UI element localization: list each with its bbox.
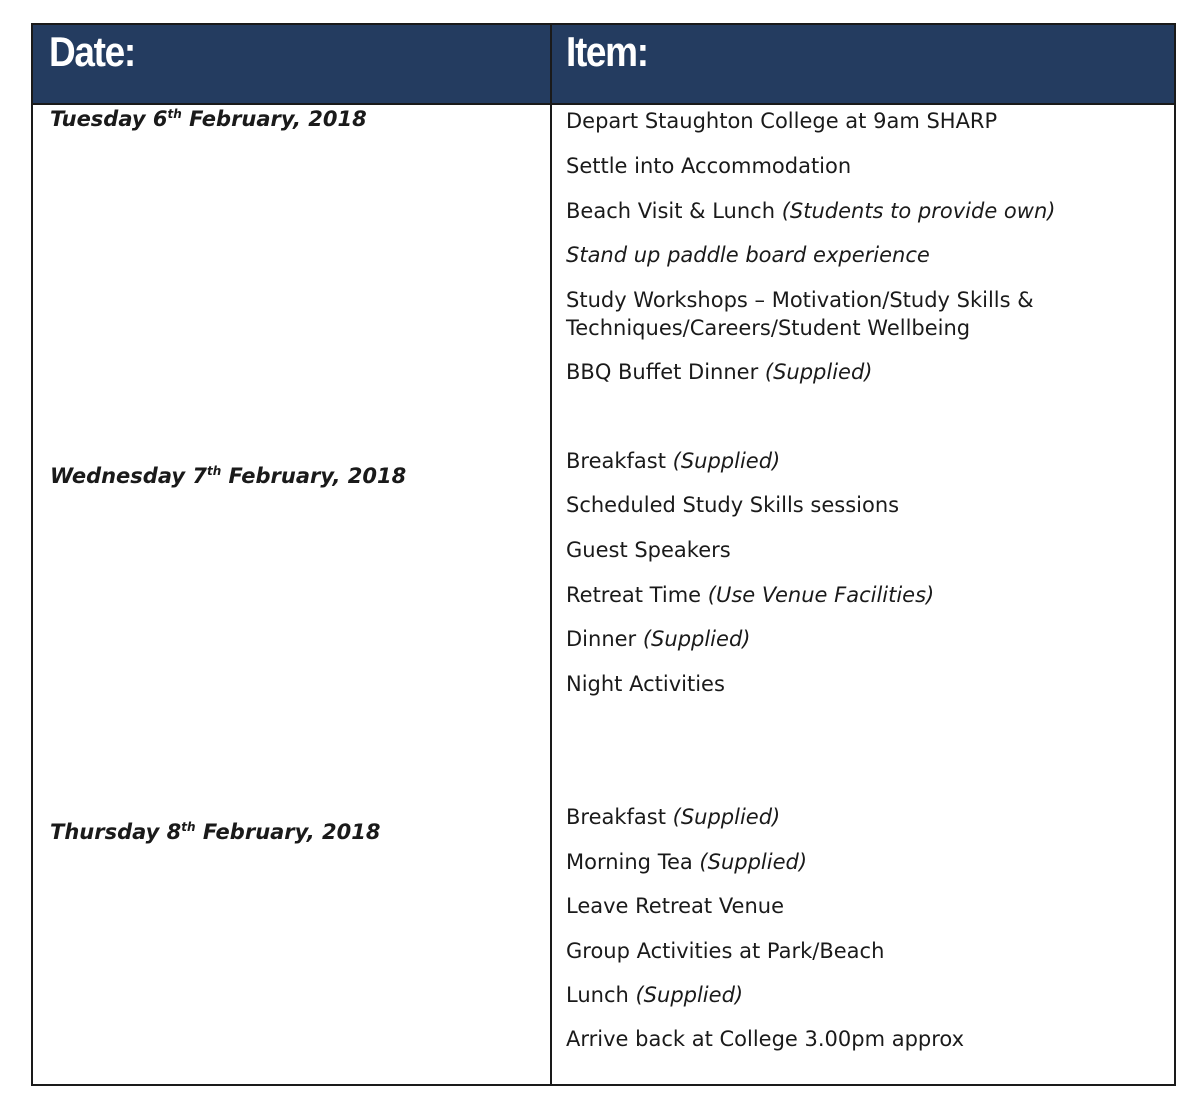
date-label-tuesday: Tuesday 6th February, 2018 [50, 107, 367, 131]
schedule-item: Study Workshops – Motivation/Study Skills & [566, 288, 1034, 312]
schedule-item: Lunch (Supplied) [566, 983, 744, 1007]
table-header [33, 25, 1174, 105]
schedule-item: Settle into Accommodation [566, 154, 852, 178]
schedule-item: Techniques/Careers/Student Wellbeing [566, 316, 971, 340]
item-column-header: Item: [566, 28, 648, 75]
schedule-item: Guest Speakers [566, 538, 731, 562]
schedule-item: Beach Visit & Lunch (Students to provide own) [566, 199, 1056, 223]
schedule-item: BBQ Buffet Dinner (Supplied) [566, 360, 873, 384]
schedule-item: Night Activities [566, 672, 725, 696]
schedule-item: Morning Tea (Supplied) [566, 850, 808, 874]
schedule-item: Breakfast (Supplied) [566, 805, 781, 829]
schedule-item: Breakfast (Supplied) [566, 449, 781, 473]
date-column-header: Date: [49, 28, 135, 75]
schedule-item: Depart Staughton College at 9am SHARP [566, 109, 998, 133]
schedule-item: Dinner (Supplied) [566, 627, 751, 651]
schedule-item: Retreat Time (Use Venue Facilities) [566, 583, 935, 607]
schedule-item: Stand up paddle board experience [566, 243, 930, 267]
date-label-wednesday: Wednesday 7th February, 2018 [50, 464, 407, 488]
schedule-item: Arrive back at College 3.00pm approx [566, 1027, 965, 1051]
date-label-thursday: Thursday 8th February, 2018 [50, 820, 381, 844]
column-divider [550, 25, 552, 1084]
schedule-item: Group Activities at Park/Beach [566, 939, 885, 963]
schedule-item: Scheduled Study Skills sessions [566, 493, 900, 517]
schedule-item: Leave Retreat Venue [566, 894, 785, 918]
schedule-table [31, 23, 1176, 1086]
